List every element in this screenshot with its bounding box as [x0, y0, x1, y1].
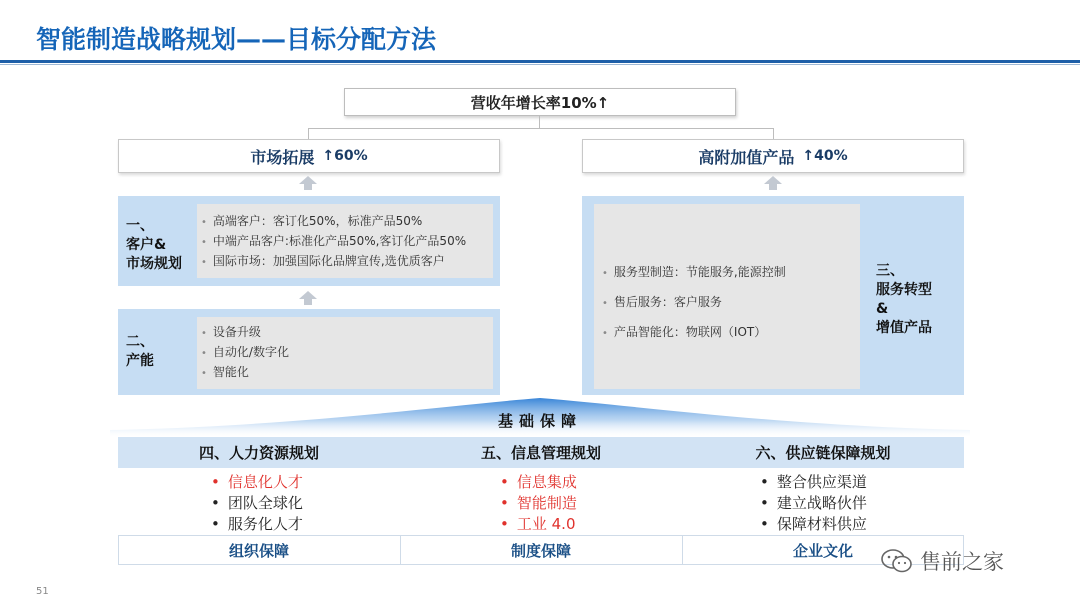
page-title: 智能制造战略规划——目标分配方法 [36, 25, 437, 54]
high-value-product-box [582, 139, 964, 173]
goal-connector-left [308, 128, 309, 139]
page-number: 51 [36, 586, 49, 597]
watermark-text: 售前之家 [920, 550, 1004, 574]
list-item: • 保障材料供应 [760, 514, 964, 535]
hr-planning-header: 四、人力资源规划 [198, 444, 319, 462]
title-underline-thin [0, 64, 1080, 65]
corporate-culture-cell: 企业文化 [792, 541, 853, 560]
list-item: • 产品智能化：物联网（IOT） [602, 318, 786, 348]
goal-connector-right [773, 128, 774, 139]
market-expansion-title: 市场拓展 [250, 147, 315, 167]
label-line: 三、 [876, 263, 904, 279]
up-arrow-icon [299, 291, 317, 299]
hr-planning-list [118, 472, 400, 535]
watermark [880, 544, 1004, 578]
list-item: • 智能制造 [500, 493, 682, 514]
up-arrow-stem [304, 184, 312, 190]
list-item: • 工业 4.0 [500, 514, 682, 535]
title-underline [0, 60, 1080, 63]
goal-connector-stem [539, 116, 540, 128]
label-line: 服务转型 [876, 282, 932, 298]
list-item: • 团队全球化 [211, 493, 400, 514]
capacity-list [201, 323, 289, 383]
list-item: • 整合供应渠道 [760, 472, 964, 493]
supply-chain-list [682, 472, 964, 535]
list-item: • 信息化人才 [211, 472, 400, 493]
org-support-cell: 组织保障 [228, 541, 289, 560]
wechat-icon [880, 547, 914, 575]
list-item: • 信息集成 [500, 472, 682, 493]
market-expansion-pct: ↑60% [322, 148, 368, 164]
foundation-label: 基础保障 [497, 412, 582, 430]
label-line: 产能 [126, 353, 154, 369]
service-transformation-list [602, 258, 786, 348]
list-item: • 服务型制造：节能服务,能源控制 [602, 258, 786, 288]
info-management-header: 五、信息管理规划 [480, 444, 601, 462]
list-item: • 建立战略伙伴 [760, 493, 964, 514]
goal-connector-bar [308, 128, 774, 129]
list-item: • 设备升级 [201, 323, 289, 343]
up-arrow-stem [304, 299, 312, 305]
label-line: 一、 [126, 218, 154, 234]
label-line: 二、 [126, 334, 154, 350]
up-arrow-stem [769, 184, 777, 190]
customer-market-list [201, 212, 466, 272]
label-line: 增值产品 [876, 320, 932, 336]
list-item: • 国际市场：加强国际化品牌宣传,选优质客户 [201, 252, 466, 272]
list-item: • 智能化 [201, 363, 289, 383]
high-value-product-pct: ↑40% [802, 148, 848, 164]
label-line: & [876, 301, 889, 317]
list-item: • 售后服务：客户服务 [602, 288, 786, 318]
capacity-label [126, 333, 154, 371]
list-item: • 高端客户：客订化50%，标准产品50% [201, 212, 466, 232]
supply-chain-header: 六、供应链保障规划 [755, 444, 891, 462]
service-transformation-label [876, 262, 932, 338]
high-value-product-title: 高附加值产品 [698, 147, 795, 167]
info-management-list [400, 472, 682, 535]
market-expansion-box [118, 139, 500, 173]
list-item: • 中端产品客户:标准化产品50%,客订化产品50% [201, 232, 466, 252]
list-item: • 服务化人才 [211, 514, 400, 535]
system-support-cell: 制度保障 [510, 541, 571, 560]
up-arrow-icon [299, 176, 317, 184]
goal-box: 营收年增长率10%↑ [344, 88, 736, 116]
customer-market-label [126, 217, 182, 274]
up-arrow-icon [764, 176, 782, 184]
label-line: 市场规划 [126, 256, 182, 272]
list-item: • 自动化/数字化 [201, 343, 289, 363]
label-line: 客户& [126, 237, 167, 253]
